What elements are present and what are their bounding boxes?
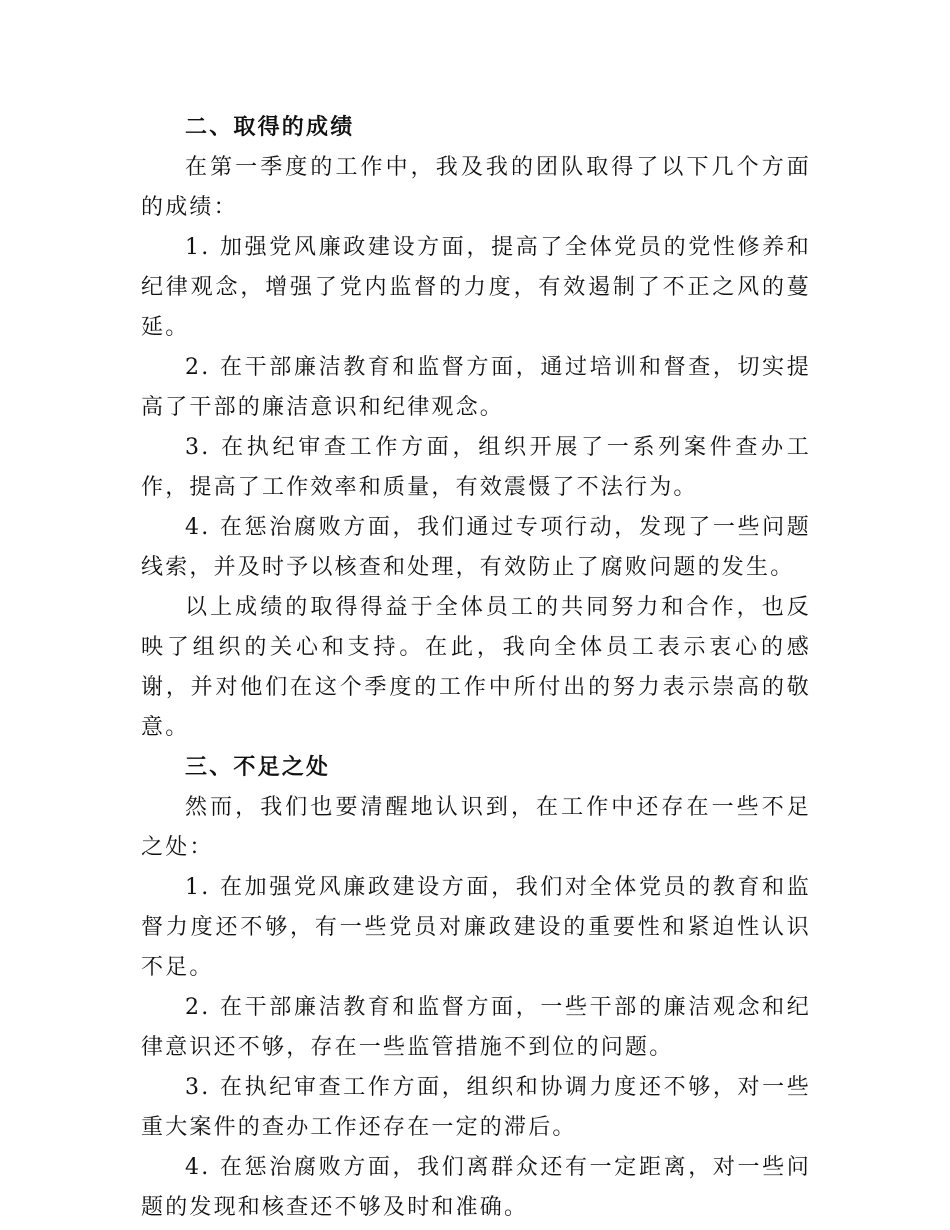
achievement-closing: 以上成绩的取得得益于全体员工的共同努力和合作，也反映了组织的关心和支持。在此，我向全体员工表示衷心的感谢，并对他们在这个季度的工作中所付出的努力表示崇高的敬意。 [141, 595, 811, 740]
shortcoming-item-2: 2. 在干部廉洁教育和监督方面，一些干部的廉洁观念和纪律意识还不够，存在一些监管措施不到位的问题。 [141, 995, 811, 1060]
section-heading-shortcomings: 三、不足之处 [185, 755, 331, 780]
achievement-item-3: 3. 在执纪审查工作方面，组织开展了一系列案件查办工作，提高了工作效率和质量，有效震慑了不法行为。 [141, 435, 811, 500]
document-body [141, 108, 811, 1228]
achievement-item-1: 1. 加强党风廉政建设方面，提高了全体党员的党性修养和纪律观念，增强了党内监督的力度，有效遏制了不正之风的蔓延。 [141, 235, 811, 340]
achievement-item-4: 4. 在惩治腐败方面，我们通过专项行动，发现了一些问题线索，并及时予以核查和处理，有效防止了腐败问题的发生。 [141, 515, 811, 580]
section-heading-achievements: 二、取得的成绩 [185, 115, 355, 140]
shortcoming-item-3: 3. 在执纪审查工作方面，组织和协调力度还不够，对一些重大案件的查办工作还存在一定的滞后。 [141, 1075, 811, 1140]
shortcoming-item-4: 4. 在惩治腐败方面，我们离群众还有一定距离，对一些问题的发现和核查还不够及时和准确。 [141, 1155, 811, 1220]
shortcoming-item-1: 1. 在加强党风廉政建设方面，我们对全体党员的教育和监督力度还不够，有一些党员对廉政建设的重要性和紧迫性认识不足。 [141, 875, 811, 980]
section-intro-achievements: 在第一季度的工作中，我及我的团队取得了以下几个方面的成绩： [141, 155, 811, 220]
section-intro-shortcomings: 然而，我们也要清醒地认识到，在工作中还存在一些不足之处： [141, 795, 811, 860]
achievement-item-2: 2. 在干部廉洁教育和监督方面，通过培训和督查，切实提高了干部的廉洁意识和纪律观念。 [141, 355, 811, 420]
